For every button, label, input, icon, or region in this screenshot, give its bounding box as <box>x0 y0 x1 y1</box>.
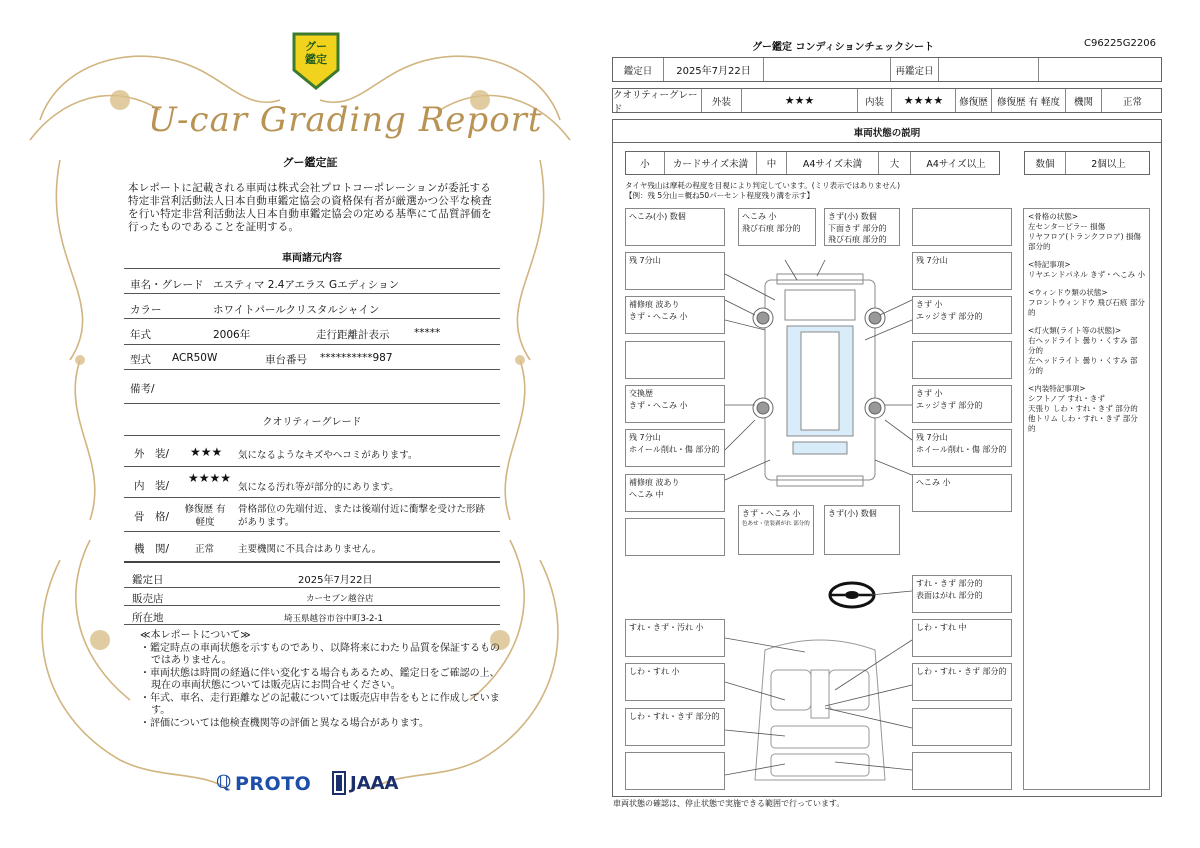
defect-cargo <box>912 752 1012 790</box>
defect-left-front-door <box>625 341 725 379</box>
side-note-line <box>1028 376 1145 384</box>
side-note-line: リヤエンドパネル きず・へこみ 小 <box>1028 270 1145 279</box>
repair-value: 修復歴 有 軽度 <box>991 89 1065 112</box>
frame-label: 骨 格/ <box>134 511 170 523</box>
date-label: 鑑定日 <box>623 65 653 77</box>
proto-logo-text: PROTO <box>235 773 312 795</box>
redate-value <box>938 58 1038 81</box>
defect-rear-interior <box>912 708 1012 746</box>
interior-desc: 気になる汚れ等が部分的にあります。 <box>238 482 399 493</box>
report-notes <box>140 630 500 730</box>
divider <box>124 268 500 269</box>
defect-right-quarter: へこみ 小 <box>912 474 1012 512</box>
side-note-line <box>1028 280 1145 288</box>
ext-label: 外装 <box>701 89 741 112</box>
side-note-line: 左ヘッドライト 曇り・くすみ 部分的 <box>1028 356 1138 375</box>
count-desc: 2個以上 <box>1065 152 1151 174</box>
note-item: ・年式、車名、走行距離などの記載については販売店申告をもとに作成しています。 <box>140 692 500 716</box>
jaaa-logo <box>330 770 399 800</box>
size-small-desc: カードサイズ未満 <box>664 152 756 174</box>
car-top-view-diagram <box>725 260 915 500</box>
size-big: 大 <box>878 152 910 174</box>
frame-desc: 骨格部位の先端付近、または後端付近に衝撃を受けた形跡があります。 <box>238 504 486 528</box>
defect-left-fender: 補修痕 波あり きず・へこみ 小 <box>625 296 725 334</box>
year-value: 2006年 <box>213 329 251 341</box>
name-label: 車名・グレード <box>130 279 204 291</box>
size-mid: 中 <box>756 152 786 174</box>
defect-rear-bumper-subtext: 色あせ・塗装剥がれ 部分的 <box>742 520 810 527</box>
side-note-line: リヤフロア(トランクフロア) 損傷 <box>1028 232 1141 241</box>
engine-value: 正常 <box>195 544 215 555</box>
defect-tire-rr: 残 7分山 ホイール削れ・傷 部分的 <box>912 429 1012 467</box>
tire-example: 【例：残 5分山＝概ね50パーセント程度残り溝を示す】 <box>625 191 815 200</box>
certificate-title: グー鑑定証 <box>282 156 338 169</box>
defect-driver-seat: しわ・すれ 中 <box>912 619 1012 657</box>
jaaa-logo-text: JAAA <box>350 773 399 794</box>
defect-front-left: へこみ(小) 数個 <box>625 208 725 246</box>
divider <box>124 497 500 498</box>
chassis-label: 車台番号 <box>265 354 307 366</box>
side-note-line: <ウィンドウ類の状態> <box>1028 288 1108 297</box>
ext-stars: ★★★ <box>741 89 857 112</box>
engine-value: 正常 <box>1101 89 1163 112</box>
empty-cell <box>1038 58 1163 81</box>
defect-center-console: しわ・すれ・きず 部分的 <box>912 663 1012 701</box>
divider <box>124 624 500 625</box>
exterior-label: 外 装/ <box>134 448 170 460</box>
side-note-line: <内装特記事項> <box>1028 384 1086 393</box>
defect-tire-fr: 残 7分山 <box>912 252 1012 290</box>
name-value: エスティマ 2.4アエラス Gエディション <box>213 279 400 291</box>
spec-title: 車両諸元内容 <box>282 253 342 264</box>
goo-kantei-badge <box>290 30 342 92</box>
footer-note: 車両状態の確認は、停止状態で実施できる範囲で行っています。 <box>613 799 845 808</box>
defect-left-quarter: 補修痕 波あり へこみ 中 <box>625 474 725 512</box>
side-note-line: <灯火類(ライト等の状態)> <box>1028 326 1122 335</box>
side-note-line: 右ヘッドライト 曇り・くすみ 部分的 <box>1028 336 1138 355</box>
side-note-line: 部分的 <box>1028 242 1051 251</box>
divider <box>124 318 500 319</box>
divider <box>124 587 500 588</box>
defect-rear-gate: きず(小) 数個 <box>824 505 900 555</box>
side-note-line: フロントウィンドウ 飛び石痕 部分的 <box>1028 298 1145 317</box>
note-item: ・鑑定時点の車両状態を示すものであり、以降将来にわたり品質を保証するものではありません。 <box>140 642 500 666</box>
defect-second-row: しわ・すれ・きず 部分的 <box>625 708 725 746</box>
redate-label: 再鑑定日 <box>890 58 938 81</box>
size-legend <box>625 151 1000 175</box>
size-small: 小 <box>640 159 650 170</box>
quality-title: クオリティーグレード <box>262 417 362 428</box>
date-label: 鑑定日 <box>132 574 164 586</box>
quality-row <box>612 88 1162 113</box>
defect-right-rear-door: きず 小 エッジきず 部分的 <box>912 385 1012 423</box>
defect-left-rear-door: 交換歴 きず・へこみ 小 <box>625 385 725 423</box>
defect-steering: すれ・きず 部分的 表面はがれ 部分的 <box>912 575 1012 613</box>
address-label: 所在地 <box>132 612 164 624</box>
model-label: 型式 <box>130 354 151 366</box>
defect-tire-fl: 残 7分山 <box>625 252 725 290</box>
int-stars: ★★★★ <box>891 89 955 112</box>
divider <box>124 605 500 606</box>
steering-wheel-icon <box>828 580 876 610</box>
dealer-value: カーセブン越谷店 <box>306 594 374 604</box>
mileage-label: 走行距離計表示 <box>316 329 390 341</box>
side-note-line <box>1028 318 1145 326</box>
quality-label: クオリティーグレード <box>613 89 698 115</box>
interior-label: 内 装/ <box>134 480 170 492</box>
interior-stars: ★★★★ <box>188 471 232 485</box>
color-label: カラー <box>130 304 162 316</box>
note-item: ・評価については他検査機関等の評価と異なる場合があります。 <box>140 717 429 729</box>
dealer-label: 販売店 <box>132 593 164 605</box>
int-label: 内装 <box>857 89 891 112</box>
divider <box>124 531 500 532</box>
defect-rear-bumper-text: きず・へこみ 小 <box>742 509 801 518</box>
empty-cell <box>763 58 890 81</box>
exterior-stars: ★★★ <box>190 445 223 459</box>
badge-text: グー 鑑定 <box>305 40 327 66</box>
address-value: 埼玉県越谷市谷中町3-2-1 <box>284 614 383 624</box>
engine-desc: 主要機関に不具合はありません。 <box>238 544 382 555</box>
divider <box>124 293 500 294</box>
chassis-value: **********987 <box>320 352 393 364</box>
defect-front-bumper: へこみ 小 飛び石痕 部分的 <box>738 208 816 246</box>
mileage-value: ***** <box>414 327 441 339</box>
divider <box>124 344 500 345</box>
size-mid-desc: A4サイズ未満 <box>786 152 878 174</box>
jaaa-mark-icon <box>330 770 348 796</box>
side-note-line: <骨格の状態> <box>1028 212 1079 221</box>
date-value: 2025年7月22日 <box>663 58 763 81</box>
divider <box>124 435 500 436</box>
defect-left-rear <box>625 518 725 556</box>
defect-passenger-seat: しわ・すれ 小 <box>625 663 725 701</box>
repair-label: 修復歴 <box>955 89 991 112</box>
divider <box>124 466 500 467</box>
defect-rear-bumper <box>738 505 814 555</box>
steering-leader-line <box>870 590 914 600</box>
defect-front-right <box>912 208 1012 246</box>
count-legend <box>1024 151 1150 175</box>
defect-front-glass: きず(小) 数個 下面きず 部分的 飛び石痕 部分的 <box>824 208 900 246</box>
side-note-line: シフトノブ すれ・きず <box>1028 394 1105 403</box>
side-note-line <box>1028 252 1145 260</box>
section-title: 車両状態の説明 <box>853 128 921 139</box>
side-note-line: 天張り しわ・すれ・きず 部分的 <box>1028 404 1138 413</box>
engine-label: 機関 <box>1065 89 1101 112</box>
divider <box>124 403 500 404</box>
side-notes <box>1023 208 1150 790</box>
remarks-label: 備考/ <box>130 383 155 395</box>
side-note-line: <特記事項> <box>1028 260 1071 269</box>
size-big-desc: A4サイズ以上 <box>910 152 1001 174</box>
date-row <box>612 57 1162 82</box>
defect-tire-rl: 残 7分山 ホイール削れ・傷 部分的 <box>625 429 725 467</box>
count-label: 数個 <box>1035 159 1055 170</box>
year-label: 年式 <box>130 329 151 341</box>
frame-value: 修復歴 有 軽度 <box>184 504 226 528</box>
color-value: ホワイトパールクリスタルシャイン <box>213 304 380 316</box>
intro-text: 本レポートに記載される車両は株式会社プロトコーポレーションが委託する特定非営利活動法人日本自動車鑑定協会の資格保有者が厳選かつ公平な検査を行い特定非営利活動法人日本自動車鑑定協会の定める基準にて品質評価を行ったものであることを証明する。 <box>128 182 492 233</box>
divider <box>124 561 500 563</box>
defect-third-row <box>625 752 725 790</box>
date-value: 2025年7月22日 <box>298 575 373 586</box>
sheet-id: C96225G2206 <box>1084 38 1156 49</box>
tire-note: タイヤ残山は摩耗の程度を目視により判定しています。(ミリ表示ではありません) <box>625 181 901 190</box>
divider <box>124 369 500 370</box>
script-title: U-car Grading Report <box>148 100 543 140</box>
car-interior-diagram <box>725 630 915 790</box>
engine-label: 機 関/ <box>134 543 170 555</box>
side-note-line: 左センターピラー 損傷 <box>1028 222 1106 231</box>
side-note-line: 他トリム しわ・すれ・きず 部分的 <box>1028 414 1138 433</box>
exterior-desc: 気になるようなキズやヘコミがあります。 <box>238 450 418 461</box>
defect-right-fender: きず 小 エッジきず 部分的 <box>912 296 1012 334</box>
defect-right-front-door <box>912 341 1012 379</box>
notes-title: ≪本レポートについて≫ <box>140 630 251 641</box>
model-value: ACR50W <box>172 352 218 364</box>
defect-dashboard: すれ・きず・汚れ 小 <box>625 619 725 657</box>
note-item: ・車両状態は時間の経過に伴い変化する場合もあるため、鑑定日をご確認の上、現在の車両状態については販売店にお問合せください。 <box>140 667 500 691</box>
sheet-title: グー鑑定 コンディションチェックシート <box>752 42 935 53</box>
